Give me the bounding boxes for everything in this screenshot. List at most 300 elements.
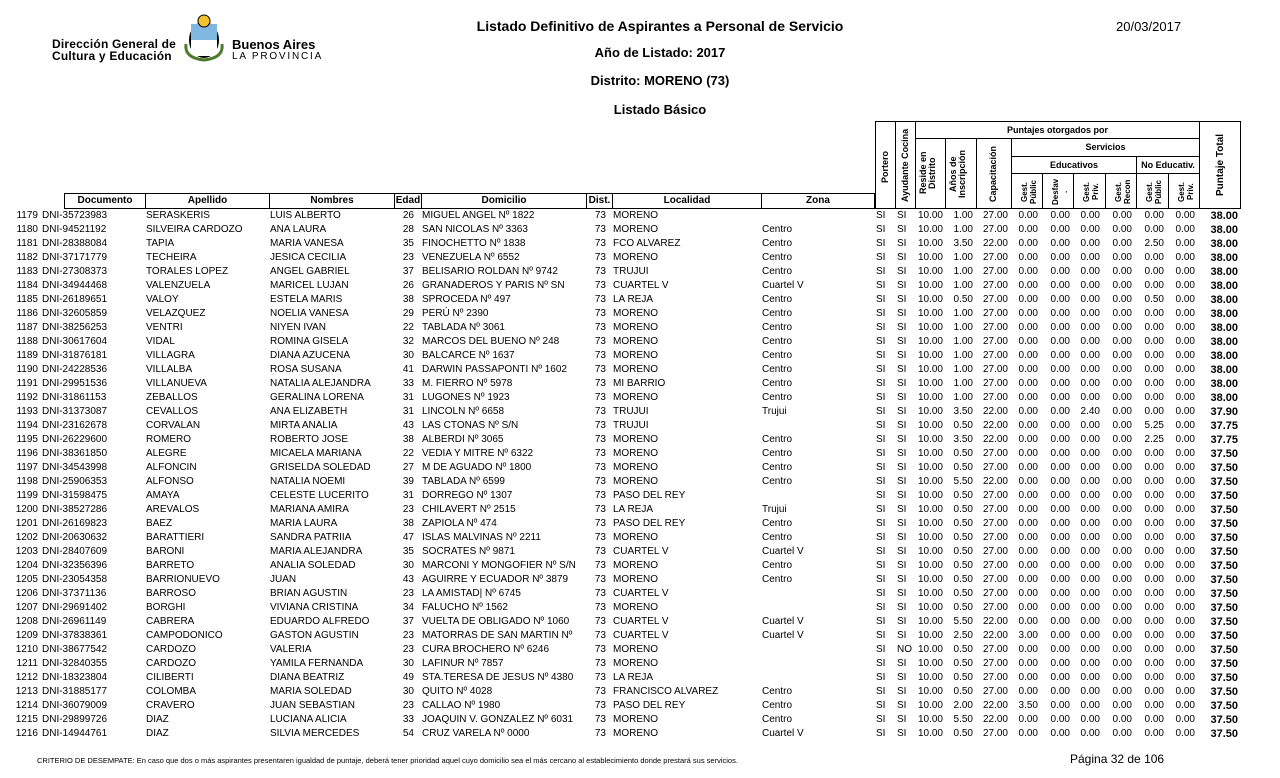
cell-gest-recon: 0.00 [1112, 476, 1132, 487]
cell-desfav: 0.00 [1050, 602, 1070, 613]
cell-localidad: MI BARRIO [613, 378, 666, 389]
cell-localidad: MORENO [613, 462, 658, 473]
cell-localidad: MORENO [613, 658, 658, 669]
cell-gest-public1: 0.00 [1018, 322, 1038, 333]
table-row [0, 251, 1280, 265]
cell-nombres: GRISELDA SOLEDAD [270, 462, 371, 473]
table-row [0, 237, 1280, 251]
cell-localidad: FCO ALVAREZ [613, 238, 681, 249]
cell-gest-priv2: 0.00 [1175, 714, 1195, 725]
cell-gest-public1: 0.00 [1018, 462, 1038, 473]
cell-ayudante: SI [897, 476, 907, 487]
cell-gest-recon: 0.00 [1112, 518, 1132, 529]
cell-total: 37.50 [1210, 490, 1238, 502]
cell-anios: 0.50 [953, 574, 973, 585]
cell-gest-recon: 0.00 [1112, 392, 1132, 403]
cell-gest-recon: 0.00 [1112, 616, 1132, 627]
table-row [0, 573, 1280, 587]
cell-desfav: 0.00 [1050, 574, 1070, 585]
cell-zona: Centro [762, 532, 793, 543]
row-number: 1180 [16, 224, 38, 235]
cell-zona: Centro [762, 560, 793, 571]
cell-documento: DNI-32356396 [42, 560, 108, 571]
cell-capacitacion: 27.00 [982, 490, 1008, 501]
cell-total: 37.50 [1210, 644, 1238, 656]
cell-dist: 73 [594, 322, 606, 333]
cell-anios: 0.50 [953, 294, 973, 305]
cell-portero: SI [876, 672, 886, 683]
cell-gest-public1: 0.00 [1018, 224, 1038, 235]
cell-gest-recon: 0.00 [1112, 546, 1132, 557]
cell-anios: 3.50 [953, 434, 973, 445]
cell-gest-priv2: 0.00 [1175, 658, 1195, 669]
cell-capacitacion: 22.00 [982, 476, 1008, 487]
col-gest-recon: Gest. Recon [1114, 179, 1132, 205]
cell-domicilio: CHILAVERT Nº 2515 [422, 504, 516, 515]
col-capacitacion: Capacitación [988, 145, 998, 203]
cell-total: 37.50 [1210, 476, 1238, 488]
cell-total: 37.90 [1210, 406, 1238, 418]
cell-gest-recon: 0.00 [1112, 350, 1132, 361]
cell-gest-priv1: 0.00 [1080, 294, 1100, 305]
cell-localidad: MORENO [613, 728, 658, 739]
cell-gest-public2: 0.00 [1144, 322, 1164, 333]
cell-documento: DNI-25906353 [42, 476, 108, 487]
cell-nombres: MARIA ALEJANDRA [270, 546, 363, 557]
cell-edad: 38 [402, 518, 414, 529]
cell-dist: 73 [594, 294, 606, 305]
cell-domicilio: CRUZ VARELA Nº 0000 [422, 728, 530, 739]
col-dist: Dist. [586, 193, 613, 209]
logo [52, 14, 324, 66]
cell-gest-public1: 0.00 [1018, 658, 1038, 669]
cell-reside: 10.00 [917, 490, 943, 501]
cell-portero: SI [876, 602, 886, 613]
cell-edad: 30 [402, 658, 414, 669]
cell-reside: 10.00 [917, 462, 943, 473]
cell-dist: 73 [594, 490, 606, 501]
cell-apellido: VIDAL [146, 336, 175, 347]
cell-gest-public1: 0.00 [1018, 672, 1038, 683]
cell-ayudante: SI [897, 252, 907, 263]
cell-nombres: LUIS ALBERTO [270, 210, 341, 221]
cell-dist: 73 [594, 210, 606, 221]
cell-total: 37.50 [1210, 686, 1238, 698]
cell-gest-public2: 0.00 [1144, 476, 1164, 487]
cell-edad: 23 [402, 504, 414, 515]
year-line: Año de Listado: 2017 [594, 45, 726, 60]
cell-apellido: BARONI [146, 546, 185, 557]
cell-total: 37.50 [1210, 462, 1238, 474]
cell-dist: 73 [594, 532, 606, 543]
cell-portero: SI [876, 476, 886, 487]
cell-gest-priv1: 0.00 [1080, 420, 1100, 431]
cell-desfav: 0.00 [1050, 406, 1070, 417]
cell-capacitacion: 27.00 [982, 364, 1008, 375]
cell-reside: 10.00 [917, 630, 943, 641]
row-number: 1188 [16, 336, 38, 347]
cell-domicilio: ISLAS MALVINAS Nº 2211 [422, 532, 541, 543]
cell-gest-public1: 0.00 [1018, 378, 1038, 389]
cell-dist: 73 [594, 336, 606, 347]
cell-edad: 31 [402, 490, 414, 501]
cell-edad: 23 [402, 252, 414, 263]
cell-total: 38.00 [1210, 280, 1238, 292]
cell-reside: 10.00 [917, 714, 943, 725]
cell-desfav: 0.00 [1050, 434, 1070, 445]
table-row [0, 503, 1280, 517]
cell-gest-priv2: 0.00 [1175, 532, 1195, 543]
cell-capacitacion: 27.00 [982, 294, 1008, 305]
col-gest-public2-box [1136, 173, 1169, 209]
cell-gest-priv1: 0.00 [1080, 490, 1100, 501]
cell-zona: Trujui [762, 504, 787, 515]
district-line: Distrito: MORENO (73) [590, 73, 730, 88]
cell-gest-recon: 0.00 [1112, 532, 1132, 543]
cell-apellido: CORVALAN [146, 420, 201, 431]
cell-total: 37.50 [1210, 602, 1238, 614]
cell-documento: DNI-94521192 [42, 224, 107, 235]
cell-ayudante: SI [897, 364, 907, 375]
cell-total: 37.50 [1210, 532, 1238, 544]
cell-portero: SI [876, 322, 886, 333]
cell-edad: 23 [402, 644, 414, 655]
cell-gest-priv2: 0.00 [1175, 546, 1195, 557]
cell-ayudante: SI [897, 574, 907, 585]
cell-gest-recon: 0.00 [1112, 672, 1132, 683]
cell-nombres: SILVIA MERCEDES [270, 728, 360, 739]
cell-domicilio: MATORRAS DE SAN MARTIN Nº [422, 630, 573, 641]
cell-domicilio: JOAQUIN V. GONZALEZ Nº 6031 [422, 714, 574, 725]
cell-gest-public1: 0.00 [1018, 420, 1038, 431]
cell-zona: Centro [762, 364, 793, 375]
cell-reside: 10.00 [917, 476, 943, 487]
cell-anios: 1.00 [953, 392, 973, 403]
cell-gest-priv1: 0.00 [1080, 574, 1100, 585]
cell-gest-recon: 0.00 [1112, 630, 1132, 641]
cell-capacitacion: 27.00 [982, 686, 1008, 697]
row-number: 1215 [15, 714, 38, 725]
cell-documento: DNI-30617604 [42, 336, 108, 347]
cell-capacitacion: 27.00 [982, 266, 1008, 277]
cell-gest-public1: 0.00 [1018, 490, 1038, 501]
cell-apellido: VILLALBA [146, 364, 193, 375]
cell-dist: 73 [594, 252, 606, 263]
cell-apellido: ALFONSO [146, 476, 194, 487]
cell-gest-public2: 0.00 [1144, 378, 1164, 389]
col-portero-box [875, 121, 896, 209]
cell-desfav: 0.00 [1050, 588, 1070, 599]
col-edad: Edad [394, 193, 422, 209]
cell-gest-public1: 0.00 [1018, 238, 1038, 249]
cell-gest-priv2: 0.00 [1175, 588, 1195, 599]
cell-apellido: TECHEIRA [146, 252, 197, 263]
cell-localidad: LA REJA [613, 294, 654, 305]
cell-edad: 39 [402, 476, 414, 487]
cell-gest-public2: 5.25 [1144, 420, 1164, 431]
cell-nombres: JUAN [270, 574, 297, 585]
cell-documento: DNI-26189651 [42, 294, 108, 305]
cell-anios: 1.00 [953, 322, 973, 333]
cell-desfav: 0.00 [1050, 462, 1070, 473]
cell-portero: SI [876, 546, 886, 557]
cell-documento: DNI-26961149 [42, 616, 107, 627]
cell-domicilio: LAS CTONAS Nº S/N [422, 420, 519, 431]
cell-gest-priv1: 0.00 [1080, 658, 1100, 669]
cell-zona: Centro [762, 462, 793, 473]
cell-apellido: BORGHI [146, 602, 186, 613]
cell-dist: 73 [594, 392, 606, 403]
col-gest-recon-box [1105, 173, 1137, 209]
cell-ayudante: SI [897, 420, 907, 431]
row-number: 1211 [16, 658, 38, 669]
cell-gest-priv1: 0.00 [1080, 644, 1100, 655]
cell-gest-priv2: 0.00 [1175, 574, 1195, 585]
cell-anios: 1.00 [953, 378, 973, 389]
cell-portero: SI [876, 336, 886, 347]
cell-gest-public1: 0.00 [1018, 616, 1038, 627]
cell-reside: 10.00 [917, 686, 943, 697]
cell-edad: 23 [402, 630, 414, 641]
cell-reside: 10.00 [917, 420, 943, 431]
cell-apellido: BARATTIERI [146, 532, 205, 543]
cell-apellido: TORALES LOPEZ [146, 266, 229, 277]
cell-edad: 34 [402, 602, 414, 613]
cell-gest-priv1: 0.00 [1080, 504, 1100, 515]
cell-capacitacion: 27.00 [982, 602, 1008, 613]
cell-documento: DNI-31373087 [42, 406, 108, 417]
cell-gest-priv1: 0.00 [1080, 336, 1100, 347]
cell-ayudante: SI [897, 728, 907, 739]
educativos-box [1011, 156, 1137, 174]
servicios-box [1011, 138, 1200, 157]
cell-reside: 10.00 [917, 504, 943, 515]
cell-total: 37.75 [1210, 420, 1238, 432]
cell-reside: 10.00 [917, 700, 943, 711]
cell-localidad: PASO DEL REY [613, 700, 686, 711]
cell-gest-public2: 0.00 [1144, 308, 1164, 319]
cell-portero: SI [876, 714, 886, 725]
cell-apellido: VILLANUEVA [146, 378, 207, 389]
cell-portero: SI [876, 434, 886, 445]
cell-documento: DNI-34543998 [42, 462, 108, 473]
cell-capacitacion: 27.00 [982, 588, 1008, 599]
cell-zona: Centro [762, 476, 793, 487]
table-row [0, 699, 1280, 713]
cell-capacitacion: 22.00 [982, 406, 1008, 417]
cell-gest-public2: 0.00 [1144, 574, 1164, 585]
cell-gest-priv2: 0.00 [1175, 686, 1195, 697]
cell-desfav: 0.00 [1050, 238, 1070, 249]
cell-apellido: ZEBALLOS [146, 392, 198, 403]
cell-gest-priv2: 0.00 [1175, 518, 1195, 529]
cell-zona: Centro [762, 294, 793, 305]
cell-documento: DNI-38677542 [42, 644, 108, 655]
cell-nombres: MICAELA MARIANA [270, 448, 362, 459]
cell-reside: 10.00 [917, 364, 943, 375]
cell-portero: SI [876, 616, 886, 627]
cell-total: 37.50 [1210, 448, 1238, 460]
cell-gest-priv2: 0.00 [1175, 630, 1195, 641]
cell-total: 37.50 [1210, 518, 1238, 530]
cell-gest-public2: 2.25 [1144, 434, 1164, 445]
cell-documento: DNI-14944761 [42, 728, 108, 739]
table-row [0, 489, 1280, 503]
cell-desfav: 0.00 [1050, 644, 1070, 655]
cell-localidad: MORENO [613, 252, 658, 263]
cell-dist: 73 [594, 644, 606, 655]
cell-gest-priv2: 0.00 [1175, 364, 1195, 375]
cell-apellido: SERASKERIS [146, 210, 210, 221]
col-gest-priv1: Gest. Priv. [1082, 182, 1100, 203]
cell-gest-priv2: 0.00 [1175, 210, 1195, 221]
cell-gest-public1: 0.00 [1018, 686, 1038, 697]
cell-portero: SI [876, 700, 886, 711]
cell-gest-priv2: 0.00 [1175, 266, 1195, 277]
cell-ayudante: SI [897, 462, 907, 473]
cell-zona: Centro [762, 322, 793, 333]
cell-gest-priv1: 0.00 [1080, 224, 1100, 235]
cell-edad: 23 [402, 700, 414, 711]
row-number: 1204 [15, 560, 38, 571]
row-number: 1216 [15, 728, 38, 739]
cell-localidad: CUARTEL V [613, 630, 669, 641]
cell-dist: 73 [594, 364, 606, 375]
col-gest-priv2-box [1168, 173, 1200, 209]
cell-gest-priv1: 0.00 [1080, 434, 1100, 445]
cell-gest-public2: 0.00 [1144, 546, 1164, 557]
cell-anios: 0.50 [953, 560, 973, 571]
page-title: Listado Definitivo de Aspirantes a Personal de Servicio [476, 18, 844, 34]
cell-gest-priv2: 0.00 [1175, 308, 1195, 319]
cell-apellido: CRAVERO [146, 700, 195, 711]
cell-portero: SI [876, 210, 886, 221]
col-nombres: Nombres [269, 193, 395, 209]
cell-capacitacion: 27.00 [982, 252, 1008, 263]
cell-dist: 73 [594, 280, 606, 291]
cell-ayudante: NO [897, 644, 912, 655]
cell-edad: 28 [402, 224, 414, 235]
row-number: 1191 [16, 378, 38, 389]
cell-anios: 0.50 [953, 448, 973, 459]
cell-anios: 0.50 [953, 532, 973, 543]
row-number: 1209 [15, 630, 38, 641]
cell-dist: 73 [594, 686, 606, 697]
cell-nombres: MIRTA ANALIA [270, 420, 338, 431]
cell-edad: 35 [402, 546, 414, 557]
cell-gest-priv1: 0.00 [1080, 448, 1100, 459]
cell-domicilio: MARCONI Y MONGOFIER Nº S/N [422, 560, 576, 571]
cell-dist: 73 [594, 378, 606, 389]
cell-reside: 10.00 [917, 434, 943, 445]
table-row [0, 615, 1280, 629]
cell-reside: 10.00 [917, 238, 943, 249]
cell-gest-priv2: 0.00 [1175, 406, 1195, 417]
cell-ayudante: SI [897, 266, 907, 277]
cell-gest-recon: 0.00 [1112, 378, 1132, 389]
cell-gest-public2: 0.00 [1144, 504, 1164, 515]
cell-apellido: CILIBERTI [146, 672, 194, 683]
cell-gest-recon: 0.00 [1112, 210, 1132, 221]
cell-portero: SI [876, 252, 886, 263]
cell-apellido: TAPIA [146, 238, 175, 249]
cell-desfav: 0.00 [1050, 490, 1070, 501]
cell-localidad: MORENO [613, 574, 658, 585]
cell-gest-priv1: 0.00 [1080, 476, 1100, 487]
cell-edad: 43 [402, 420, 414, 431]
cell-gest-priv1: 0.00 [1080, 728, 1100, 739]
cell-nombres: MARIANA AMIRA [270, 504, 349, 515]
cell-desfav: 0.00 [1050, 336, 1070, 347]
cell-anios: 1.00 [953, 364, 973, 375]
table-row [0, 587, 1280, 601]
cell-ayudante: SI [897, 630, 907, 641]
col-total-box [1199, 121, 1241, 209]
cell-documento: DNI-26169823 [42, 518, 108, 529]
row-number: 1201 [15, 518, 38, 529]
cell-localidad: MORENO [613, 644, 658, 655]
cell-zona: Trujui [762, 406, 787, 417]
cell-gest-priv1: 0.00 [1080, 462, 1100, 473]
logo-brand: Buenos Aires [232, 37, 316, 52]
cell-gest-priv1: 0.00 [1080, 616, 1100, 627]
cell-gest-recon: 0.00 [1112, 420, 1132, 431]
cell-apellido: ALEGRE [146, 448, 187, 459]
cell-documento: DNI-31861153 [42, 392, 107, 403]
cell-edad: 22 [402, 322, 414, 333]
cell-gest-public2: 0.00 [1144, 658, 1164, 669]
cell-dist: 73 [594, 350, 606, 361]
cell-capacitacion: 27.00 [982, 280, 1008, 291]
cell-edad: 30 [402, 686, 414, 697]
cell-desfav: 0.00 [1050, 392, 1070, 403]
cell-nombres: ANGEL GABRIEL [270, 266, 350, 277]
cell-edad: 43 [402, 574, 414, 585]
cell-nombres: JESICA CECILIA [270, 252, 347, 263]
cell-edad: 35 [402, 238, 414, 249]
cell-anios: 1.00 [953, 224, 973, 235]
cell-gest-priv1: 0.00 [1080, 322, 1100, 333]
cell-documento: DNI-23162678 [42, 420, 108, 431]
cell-dist: 73 [594, 546, 606, 557]
cell-edad: 37 [402, 266, 414, 277]
cell-gest-recon: 0.00 [1112, 252, 1132, 263]
cell-gest-recon: 0.00 [1112, 280, 1132, 291]
cell-dist: 73 [594, 308, 606, 319]
cell-anios: 0.50 [953, 686, 973, 697]
row-number: 1179 [16, 210, 38, 221]
cell-localidad: LA REJA [613, 672, 654, 683]
cell-documento: DNI-36079009 [42, 700, 108, 711]
cell-gest-public1: 0.00 [1018, 714, 1038, 725]
cell-dist: 73 [594, 672, 606, 683]
cell-portero: SI [876, 308, 886, 319]
cell-localidad: MORENO [613, 350, 658, 361]
table-row [0, 601, 1280, 615]
cell-gest-priv2: 0.00 [1175, 420, 1195, 431]
cell-gest-priv2: 0.00 [1175, 672, 1195, 683]
cell-reside: 10.00 [917, 560, 943, 571]
cell-dist: 73 [594, 728, 606, 739]
cell-total: 37.50 [1210, 728, 1238, 740]
row-number: 1203 [15, 546, 38, 557]
cell-documento: DNI-23054358 [42, 574, 108, 585]
cell-gest-recon: 0.00 [1112, 406, 1132, 417]
cell-gest-public1: 0.00 [1018, 588, 1038, 599]
cell-localidad: MORENO [613, 322, 658, 333]
cell-reside: 10.00 [917, 406, 943, 417]
cell-dist: 73 [594, 504, 606, 515]
